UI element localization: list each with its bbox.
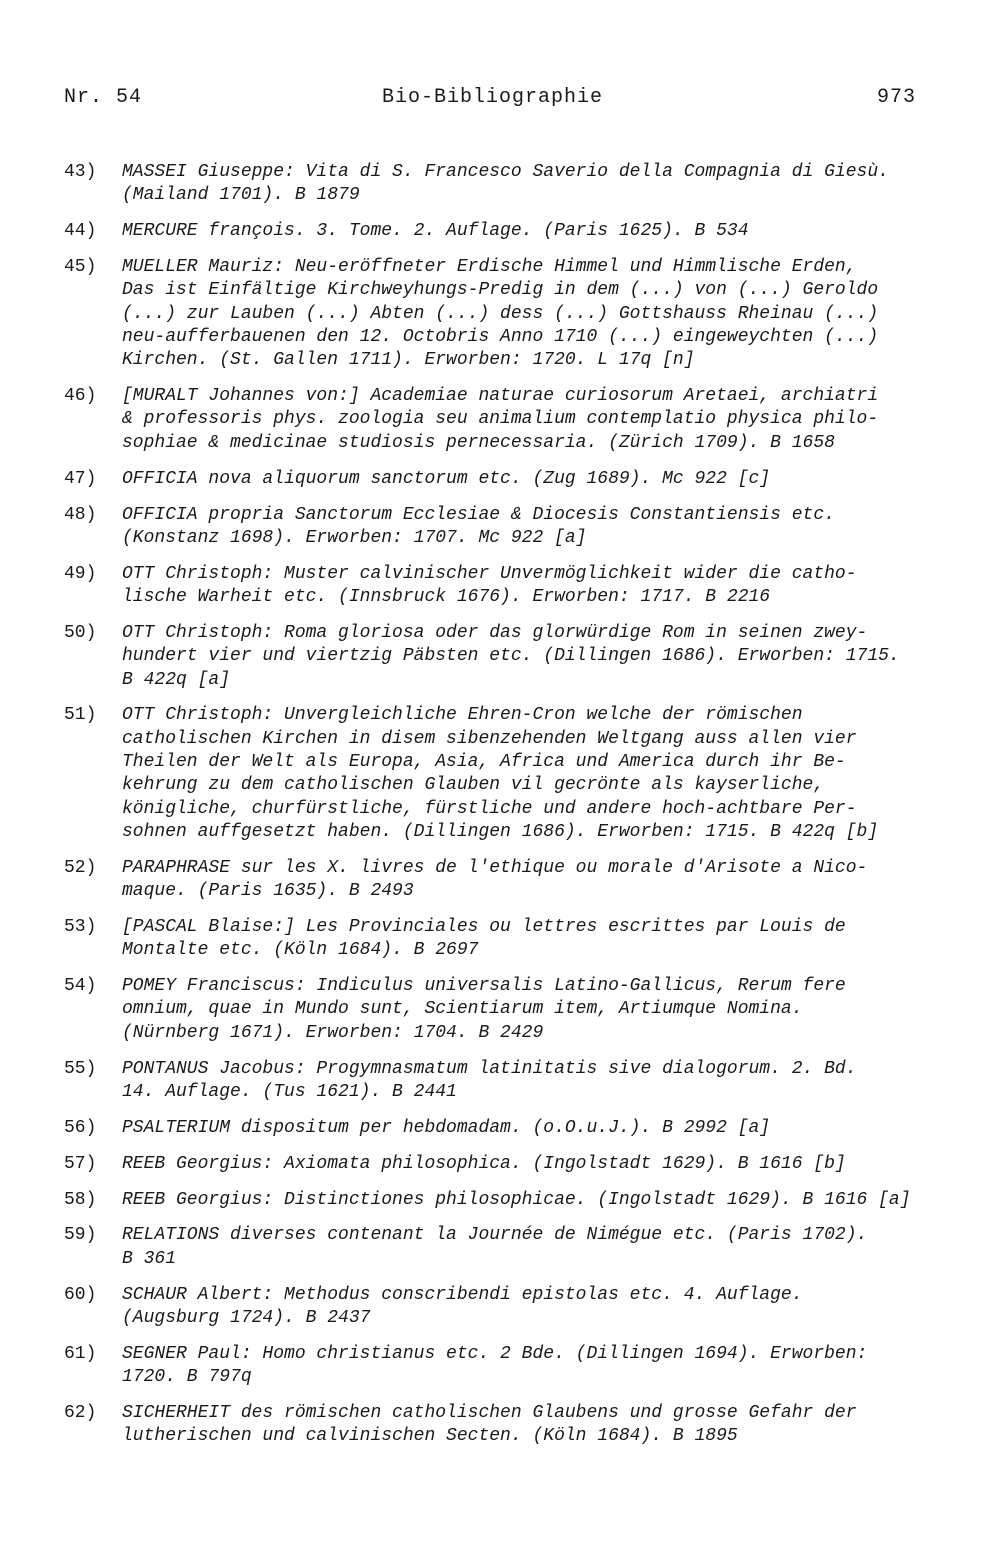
entry-line: OTT Christoph: Roma gloriosa oder das glorwürdige Rom in seinen zwey- bbox=[122, 622, 868, 643]
entry-line: POMEY Franciscus: Indiculus universalis Latino-Gallicus, Rerum fere bbox=[122, 976, 846, 997]
bibliography-entry bbox=[64, 1284, 964, 1331]
bibliography-entry bbox=[64, 468, 964, 491]
entry-text bbox=[122, 1189, 964, 1212]
entry-line: MASSEI Giuseppe: Vita di S. Francesco Saverio della Compagnia di Giesù. bbox=[122, 162, 889, 182]
entry-line: MERCURE françois. 3. Tome. 2. Auflage. (Paris 1625). B 534 bbox=[122, 221, 749, 242]
bibliography-entry bbox=[64, 256, 964, 372]
bibliography-entry bbox=[64, 622, 964, 692]
entry-number: 53) bbox=[64, 916, 97, 937]
entry-number: 46) bbox=[64, 386, 97, 407]
entry-text bbox=[122, 916, 964, 963]
entry-number: 60) bbox=[64, 1284, 97, 1305]
entry-text bbox=[122, 256, 964, 372]
page-header bbox=[64, 86, 916, 114]
entry-line: [MURALT Johannes von:] Academiae naturae curiosorum Aretaei, archiatri bbox=[122, 386, 879, 407]
entry-line: (Augsburg 1724). B 2437 bbox=[122, 1307, 371, 1328]
entry-text bbox=[122, 504, 964, 551]
entry-line: Theilen der Welt als Europa, Asia, Africa und America durch ihr Be- bbox=[122, 751, 846, 772]
entry-line: maque. (Paris 1635). B 2493 bbox=[122, 881, 414, 902]
entry-number: 56) bbox=[64, 1117, 97, 1138]
bibliography-entry bbox=[64, 857, 964, 904]
entry-line: (Mailand 1701). B 1879 bbox=[122, 185, 360, 206]
bibliography-entry bbox=[64, 916, 964, 963]
entry-line: SCHAUR Albert: Methodus conscribendi epistolas etc. 4. Auflage. bbox=[122, 1284, 803, 1305]
entry-text bbox=[122, 1284, 964, 1331]
entry-line: sophiae & medicinae studiosis pernecessaria. (Zürich 1709). B 1658 bbox=[122, 432, 835, 453]
entry-line: (Nürnberg 1671). Erworben: 1704. B 2429 bbox=[122, 1022, 544, 1043]
entry-text bbox=[122, 1117, 964, 1140]
entry-line: PSALTERIUM dispositum per hebdomadam. (o.O.u.J.). B 2992 [a] bbox=[122, 1117, 771, 1138]
page-section-number: Nr. 54 bbox=[64, 86, 143, 109]
entry-text bbox=[122, 1402, 964, 1449]
entry-line: sohnen auffgesetzt haben. (Dillingen 1686). Erworben: 1715. B 422q [b] bbox=[122, 821, 879, 842]
entry-line: OFFICIA nova aliquorum sanctorum etc. (Zug 1689). Mc 922 [c] bbox=[122, 468, 771, 489]
entry-number: 58) bbox=[64, 1189, 97, 1210]
entry-line: RELATIONS diverses contenant la Journée de Nimégue etc. (Paris 1702). bbox=[122, 1225, 868, 1246]
entry-line: OFFICIA propria Sanctorum Ecclesiae & Diocesis Constantiensis etc. bbox=[122, 504, 835, 525]
bibliography-entry bbox=[64, 504, 964, 551]
bibliography-entry bbox=[64, 1058, 964, 1105]
entry-line: 14. Auflage. (Tus 1621). B 2441 bbox=[122, 1081, 457, 1102]
entry-line: Das ist Einfältige Kirchweyhungs-Predig in dem (...) von (...) Geroldo bbox=[122, 280, 879, 301]
entry-number: 48) bbox=[64, 504, 97, 525]
entry-line: hundert vier und viertzig Päbsten etc. (Dillingen 1686). Erworben: 1715. bbox=[122, 646, 900, 667]
entry-line: SEGNER Paul: Homo christianus etc. 2 Bde. (Dillingen 1694). Erworben: bbox=[122, 1343, 868, 1364]
entry-number: 45) bbox=[64, 257, 97, 278]
entry-text bbox=[122, 857, 964, 904]
entry-line: Montalte etc. (Köln 1684). B 2697 bbox=[122, 940, 479, 961]
entry-line: (Konstanz 1698). Erworben: 1707. Mc 922 [a] bbox=[122, 527, 587, 548]
entry-line: OTT Christoph: Muster calvinischer Unvermöglichkeit wider die catho- bbox=[122, 563, 857, 584]
entry-text bbox=[122, 468, 964, 491]
bibliography-entry bbox=[64, 704, 964, 844]
bibliography-entry bbox=[64, 1224, 964, 1271]
entry-line: OTT Christoph: Unvergleichliche Ehren-Cron welche der römischen bbox=[122, 705, 803, 726]
entry-text bbox=[122, 1224, 964, 1271]
entry-text bbox=[122, 1343, 964, 1390]
entry-text bbox=[122, 161, 964, 208]
entry-line: PONTANUS Jacobus: Progymnasmatum latinitatis sive dialogorum. 2. Bd. bbox=[122, 1058, 857, 1079]
entry-line: lische Warheit etc. (Innsbruck 1676). Erworben: 1717. B 2216 bbox=[122, 587, 771, 608]
entry-line: B 422q [a] bbox=[122, 669, 231, 690]
entry-line: REEB Georgius: Axiomata philosophica. (Ingolstadt 1629). B 1616 [b] bbox=[122, 1153, 846, 1174]
entry-line: neu-aufferbauenen den 12. Octobris Anno 1710 (...) eingeweychten (...) bbox=[122, 326, 879, 347]
entry-number: 44) bbox=[64, 221, 97, 242]
entry-line: B 361 bbox=[122, 1248, 177, 1269]
bibliography-list bbox=[64, 161, 964, 1461]
bibliography-entry bbox=[64, 1402, 964, 1449]
entry-number: 49) bbox=[64, 563, 97, 584]
entry-number: 51) bbox=[64, 705, 97, 726]
entry-text bbox=[122, 1058, 964, 1105]
entry-line: omnium, quae in Mundo sunt, Scientiarum item, Artiumque Nomina. bbox=[122, 999, 803, 1020]
entry-number: 57) bbox=[64, 1153, 97, 1174]
bibliography-entry bbox=[64, 1117, 964, 1140]
entry-number: 52) bbox=[64, 857, 97, 878]
entry-number: 50) bbox=[64, 622, 97, 643]
entry-number: 43) bbox=[64, 162, 97, 182]
entry-line: lutherischen und calvinischen Secten. (Köln 1684). B 1895 bbox=[122, 1426, 738, 1447]
bibliography-entry bbox=[64, 1189, 964, 1212]
entry-line: catholischen Kirchen in disem sibenzehenden Weltgang auss allen vier bbox=[122, 728, 857, 749]
entry-number: 54) bbox=[64, 976, 97, 997]
entry-text bbox=[122, 220, 964, 243]
entry-number: 59) bbox=[64, 1225, 97, 1246]
page-running-title: Bio-Bibliographie bbox=[382, 86, 604, 109]
entry-number: 55) bbox=[64, 1058, 97, 1079]
bibliography-entry bbox=[64, 385, 964, 455]
entry-line: MUELLER Mauriz: Neu-eröffneter Erdische Himmel und Himmlische Erden, bbox=[122, 257, 857, 278]
entry-text bbox=[122, 385, 964, 455]
entry-line: PARAPHRASE sur les X. livres de l'ethique ou morale d'Arisote a Nico- bbox=[122, 857, 868, 878]
entry-line: (...) zur Lauben (...) Abten (...) dess (...) Gottshauss Rheinau (...) bbox=[122, 303, 879, 324]
entry-line: [PASCAL Blaise:] Les Provinciales ou lettres escrittes par Louis de bbox=[122, 916, 846, 937]
bibliography-entry bbox=[64, 975, 964, 1045]
bibliography-entry bbox=[64, 1153, 964, 1176]
entry-text bbox=[122, 1153, 964, 1176]
entry-line: königliche, churfürstliche, fürstliche und andere hoch-achtbare Per- bbox=[122, 798, 857, 819]
entry-line: kehrung zu dem catholischen Glauben vil gecrönte als kayserliche, bbox=[122, 775, 825, 796]
entry-line: 1720. B 797q bbox=[122, 1367, 252, 1388]
entry-text bbox=[122, 704, 964, 844]
entry-line: SICHERHEIT des römischen catholischen Glaubens und grosse Gefahr der bbox=[122, 1403, 857, 1424]
entry-line: & professoris phys. zoologia seu animalium contemplatio physica philo- bbox=[122, 409, 879, 430]
entry-line: Kirchen. (St. Gallen 1711). Erworben: 1720. L 17q [n] bbox=[122, 350, 695, 371]
bibliography-entry bbox=[64, 1343, 964, 1390]
entry-number: 47) bbox=[64, 468, 97, 489]
entry-text bbox=[122, 622, 964, 692]
bibliography-entry bbox=[64, 220, 964, 243]
bibliography-entry bbox=[64, 161, 964, 208]
bibliography-entry bbox=[64, 563, 964, 610]
entry-number: 61) bbox=[64, 1343, 97, 1364]
entry-text bbox=[122, 563, 964, 610]
entry-text bbox=[122, 975, 964, 1045]
entry-line: REEB Georgius: Distinctiones philosophicae. (Ingolstadt 1629). B 1616 [a] bbox=[122, 1189, 911, 1210]
page-number: 973 bbox=[876, 86, 916, 109]
entry-number: 62) bbox=[64, 1403, 97, 1424]
